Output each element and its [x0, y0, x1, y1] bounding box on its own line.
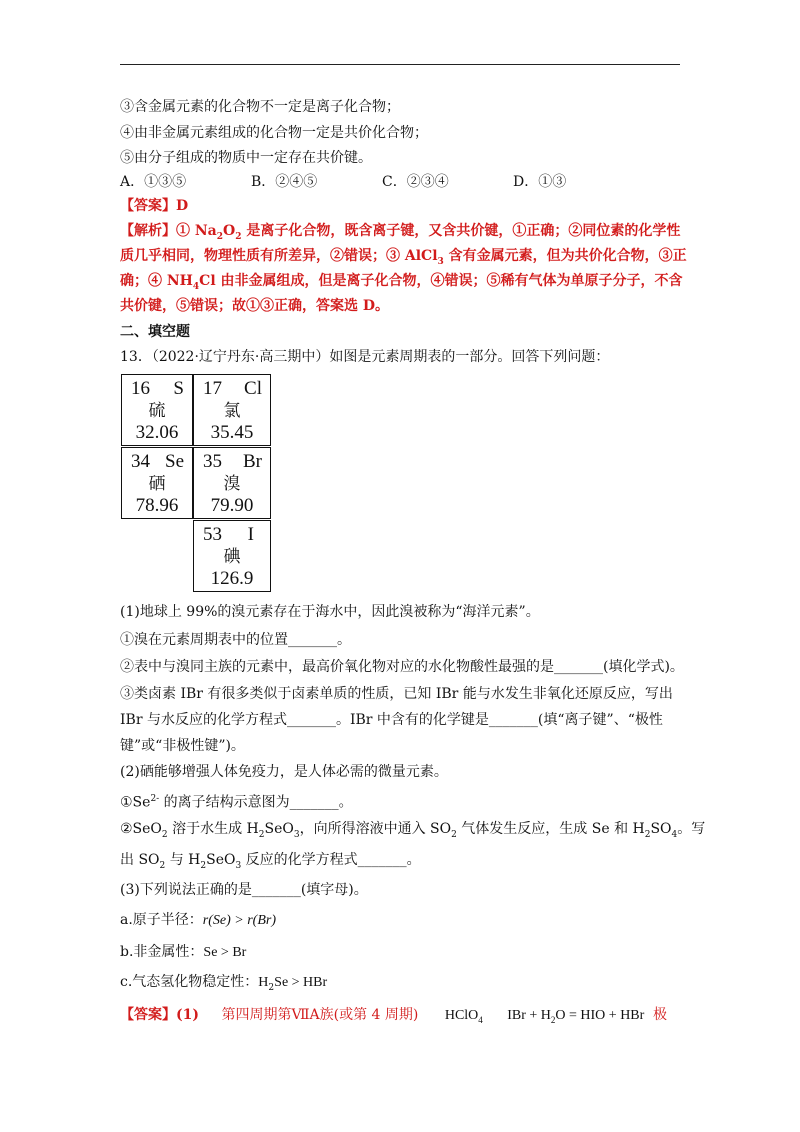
option-label: a.原子半径： — [120, 912, 203, 928]
analysis-text: Cl 由非金属组成，但是离子化合物，④错误；⑤稀有气体为单原子分子，不含 — [199, 273, 683, 289]
text: 出 SO — [120, 852, 160, 868]
subscript: 4 — [478, 1014, 483, 1025]
subscript: 3 — [293, 829, 300, 840]
analysis-text: 含有金属元素，但为共价化合物，③正 — [443, 248, 687, 264]
atomic-mass: 79.90 — [210, 495, 254, 516]
element-name: 碘 — [223, 547, 241, 567]
options-row — [120, 172, 566, 192]
analysis-line-3 — [120, 271, 683, 297]
subscript: 2 — [235, 231, 242, 242]
option-expression: Se > HBr — [274, 975, 328, 990]
superscript: 2- — [150, 794, 160, 804]
option-a: A．①③⑤ — [120, 174, 187, 190]
subscript: 4 — [192, 281, 200, 292]
option-3a — [120, 910, 276, 931]
text: 溶于水生成 H — [167, 821, 259, 837]
element-name: 溴 — [223, 474, 241, 494]
analysis-line-2 — [120, 246, 687, 272]
atomic-number: 35 — [203, 451, 222, 472]
analysis-line-4: 共价键，⑤错误；故①③正确，答案选 D。 — [120, 298, 390, 314]
text: SeO — [206, 852, 236, 868]
element-symbol: Cl — [244, 378, 262, 399]
element-cell-cl — [193, 374, 271, 446]
text: 的离子结构示意图为_______。 — [159, 794, 353, 811]
text: 。写 — [677, 821, 706, 837]
answer-bond: 极 — [653, 1007, 667, 1023]
answer-label: 【答案】 — [120, 198, 176, 214]
atomic-mass: 35.45 — [210, 422, 254, 443]
subscript: 2 — [216, 231, 224, 242]
part-1-c: ③类卤素 IBr 有很多类似于卤素单质的性质，已知 IBr 能与水发生非氧化还原反应，写出 — [120, 686, 673, 702]
subscript: 2 — [161, 829, 168, 840]
final-answer-line — [120, 1005, 680, 1030]
answer-label: 【答案】(1) — [120, 1007, 199, 1023]
atomic-mass: 126.9 — [210, 568, 254, 589]
header-rule — [120, 64, 680, 65]
part-1-c-2: IBr 与水反应的化学方程式_______。IBr 中含有的化学键是_______(填“离子键”、“极性 — [120, 712, 663, 728]
atomic-number: 16 — [131, 378, 150, 399]
subscript: 3 — [437, 256, 444, 267]
atomic-mass: 32.06 — [135, 422, 179, 443]
subscript: 2 — [644, 829, 651, 840]
part-1: (1)地球上 99%的溴元素存在于海水中，因此溴被称为“海洋元素”。 — [120, 604, 540, 620]
statement-5: ⑤由分子组成的物质中一定存在共价键。 — [120, 150, 372, 166]
analysis-text: 质几乎相同，物理性质有所差异，②错误；③ AlCl — [120, 248, 438, 264]
analysis-text: ① Na — [176, 223, 217, 239]
statement-4: ④由非金属元素组成的化合物一定是共价化合物； — [120, 125, 428, 141]
answer-value: D — [176, 198, 189, 214]
subscript: 3 — [235, 860, 242, 871]
text: 气体发生反应，生成 Se 和 H — [456, 821, 645, 837]
element-name: 硫 — [148, 401, 166, 421]
option-d: D．①③ — [513, 174, 567, 190]
atomic-mass: 78.96 — [135, 495, 179, 516]
part-2-c — [120, 850, 421, 876]
subscript: 2 — [159, 860, 166, 871]
question-13: 13．（2022·辽宁丹东·高三期中）如图是元素周期表的一部分。回答下列问题： — [120, 349, 610, 365]
analysis-text: 是离子化合物，既含离子键，又含共价键，①正确；②同位素的化学性 — [241, 223, 681, 239]
element-symbol: Br — [243, 451, 262, 472]
subscript: 2 — [258, 829, 265, 840]
equation-part: IBr + H — [507, 1008, 551, 1023]
option-c: C．②③④ — [382, 174, 449, 190]
text: ②SeO — [120, 821, 162, 837]
element-cell-i — [193, 520, 271, 592]
analysis-text: 确；④ NH — [120, 273, 193, 289]
text: SO — [650, 821, 672, 837]
element-symbol: Se — [165, 451, 184, 472]
text: ，向所得溶液中通入 SO — [299, 821, 452, 837]
equation-part: O = HIO + HBr — [555, 1008, 645, 1023]
answer-line — [120, 196, 188, 216]
option-expression: Se > Br — [203, 945, 247, 960]
answer-acid — [445, 1006, 483, 1030]
subscript: 4 — [671, 829, 678, 840]
element-cell-br — [193, 447, 271, 519]
option-label: c.气态氢化物稳定性： — [120, 974, 259, 990]
analysis-label: 【解析】 — [120, 223, 176, 239]
option-label: b.非金属性： — [120, 944, 204, 960]
answer-position: 第四周期第ⅦA族(或第 4 周期) — [221, 1007, 419, 1023]
atomic-number: 17 — [203, 378, 222, 399]
part-2-b — [120, 819, 705, 845]
element-name: 硒 — [148, 474, 166, 494]
element-cell-se — [121, 447, 193, 519]
answer-equation — [507, 1006, 644, 1030]
part-2: (2)硒能够增强人体免疫力，是人体必需的微量元素。 — [120, 764, 448, 780]
element-cell-s — [121, 374, 193, 446]
option-3c — [120, 972, 327, 998]
element-symbol: S — [173, 378, 184, 399]
part-1-c-3: 键”或“非极性键”)。 — [120, 738, 245, 754]
analysis-text: O — [223, 223, 236, 239]
subscript: 2 — [200, 860, 207, 871]
subscript: 2 — [451, 829, 457, 840]
acid-formula: HClO — [444, 1008, 479, 1023]
text: SeO — [264, 821, 294, 837]
option-3b — [120, 942, 246, 963]
part-1-b: ②表中与溴同主族的元素中，最高价氧化物对应的水化物酸性最强的是_______(填化学式)。 — [120, 659, 684, 675]
option-expression: r(Se) > r(Br) — [202, 913, 277, 928]
part-1-a: ①溴在元素周期表中的位置_______。 — [120, 632, 351, 648]
element-symbol: I — [247, 524, 254, 545]
periodic-table — [121, 374, 271, 592]
part-2-a — [120, 789, 353, 813]
option-b: B．②④⑤ — [251, 174, 318, 190]
atomic-number: 34 — [131, 451, 150, 472]
subscript: 2 — [268, 982, 275, 993]
text: 反应的化学方程式_______。 — [241, 852, 421, 868]
section-title: 二、填空题 — [120, 324, 190, 340]
atomic-number: 53 — [203, 524, 222, 545]
text: ①Se — [120, 794, 151, 811]
text: 与 H — [165, 852, 201, 868]
statement-3: ③含金属元素的化合物不一定是离子化合物； — [120, 99, 400, 115]
element-name: 氯 — [223, 401, 241, 421]
part-3: (3)下列说法正确的是_______(填字母)。 — [120, 882, 368, 898]
subscript: 2 — [550, 1014, 556, 1025]
option-expression: H — [258, 975, 269, 990]
analysis-line-1 — [120, 221, 680, 247]
